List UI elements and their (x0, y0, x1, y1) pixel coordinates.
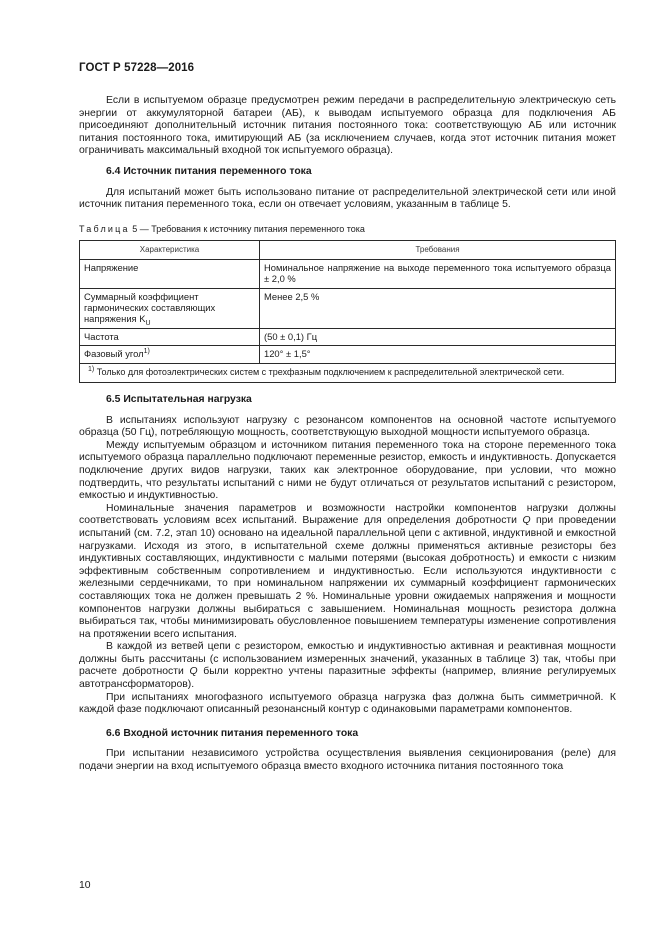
characteristic-text: Суммарный коэффициент гармонических составляющих напряжения K (84, 290, 216, 325)
section-6-5-paragraph-1: В испытаниях используют нагрузку с резонансом компонентов на основной частоте испытуемого образца (50 Гц), потребляющую мощность, соответствующую выходной мощности испытуемого образца. (79, 414, 616, 439)
characteristic-text: Фазовый угол (84, 348, 144, 360)
section-heading-6-6: 6.6 Входной источник питания переменного тока (106, 727, 359, 739)
table-caption-prefix: Таблица (79, 223, 130, 234)
section-6-5-paragraph-3 (79, 503, 616, 642)
section-heading-6-4: 6.4 Источник питания переменного тока (106, 165, 312, 177)
paragraph-text: при проведении испытаний (см. 7.2, этап 10) основано на идеальной параллельной цепи с активной, индуктивной и емкостной нагрузками. Исходя из этого, в испытательной схеме должны применяться активные резисторы без индуктивных составляющих, индуктивности с малыми потерями (высокая добротность) и емкости с низким эффективным собственным сопротивлением и индуктивностью. Если используются индуктивности с железными сердечниками, то при номинальном напряжении их суммарный коэффициент гармонических составляющих тока не должен превышать 2 %. Номинальные уровни ожидаемых напряжения и мощности компонентов нагрузки должны выбираться с завышением. Номинальная мощность резистора должна выбираться так, чтобы минимизировать обусловленное повышением температуры изменение сопротивления на протяжении всего испытания. (79, 515, 616, 640)
footnote-text: Только для фотоэлектрических систем с трехфазным подключением к распределительной электрической сети. (94, 366, 565, 377)
row-characteristic (80, 346, 260, 363)
table-footnote (80, 363, 616, 382)
paragraph-text: были корректно учтены паразитные эффекты (например, влияние регулируемых автотрансформаторов). (79, 666, 616, 691)
row-requirement: 120° ± 1,5° (260, 346, 616, 363)
table-header-row (80, 241, 616, 259)
characteristic-subscript: U (145, 320, 151, 328)
quality-factor-symbol: Q (522, 515, 531, 527)
row-characteristic: Напряжение (80, 259, 260, 288)
paragraph-text: Номинальные значения параметров и возможности настройки компонентов нагрузки должны соответствовать условиям всех испытаний. Выражение для определения добротности (79, 502, 616, 527)
requirements-table (79, 240, 616, 383)
row-requirement: (50 ± 0,1) Гц (260, 328, 616, 345)
column-header-requirements: Требования (260, 241, 616, 259)
row-characteristic: Частота (80, 328, 260, 345)
section-6-6-paragraph: При испытании независимого устройства осуществления выявления секционирования (реле) для подачи энергии на вход испытуемого образца вместо входного источника питания постоянного тока (79, 748, 616, 773)
section-6-5-paragraph-5: При испытаниях многофазного испытуемого образца нагрузка фаз должна быть симметричной. К каждой фазе подключают описанный резонансный контур с одинаковыми параметрами компонентов. (79, 691, 616, 716)
section-6-5-paragraph-2: Между испытуемым образцом и источником питания переменного тока на стороне переменного тока испытуемого образца параллельно подключают переменные резистор, емкость и индуктивность. Допускается подключение других видов нагрузки, таких как электронное оборудование, при условии, что можно подтвердить, что результаты испытаний с ними не будут отличаться от результатов испытаний с резистором, емкостью и индуктивностью. (79, 439, 616, 502)
document-body (79, 95, 616, 774)
footnote-reference: 1) (143, 348, 150, 356)
page-number: 10 (79, 880, 91, 891)
footnote-mark: 1) (88, 365, 95, 373)
row-requirement: Номинальное напряжение на выходе переменного тока испытуемого образца ± 2,0 % (260, 259, 616, 288)
quality-factor-symbol: Q (189, 666, 198, 678)
table-caption-text: 5 — Требования к источнику питания переменного тока (129, 223, 365, 234)
section-6-5-paragraph-4 (79, 641, 616, 691)
paragraph-text: В каждой из ветвей цепи с резистором, емкостью и индуктивностью активная и реактивная мощности должны быть рассчитаны (с использованием измеренных значений, указанных в таблице 3) так, чтобы при расчете добротности (79, 641, 616, 678)
table-footnote-row (80, 363, 616, 382)
section-6-4-paragraph: Для испытаний может быть использовано питание от распределительной электрической сети или иной источник питания переменного тока, если он отвечает условиям, указанным в таблице 5. (79, 186, 616, 211)
intro-paragraph: Если в испытуемом образце предусмотрен режим передачи в распределительную электрическую сеть энергии от аккумуляторной батареи (АБ), к выводам испытуемого образца для подключения АБ присоединяют дополнительный источник питания постоянного тока: соответствующую АБ или источник питания постоянного тока, имитирующий АБ (за исключением случаев, когда этот источник питания может ограничивать максимальный входной ток испытуемого образца). (79, 95, 616, 157)
row-requirement: Менее 2,5 % (260, 288, 616, 328)
document-header: ГОСТ Р 57228—2016 (79, 62, 195, 74)
table-row (80, 328, 616, 345)
table-row (80, 346, 616, 363)
column-header-characteristic: Характеристика (80, 241, 260, 259)
row-characteristic (80, 288, 260, 328)
table-row (80, 259, 616, 288)
table-caption (79, 223, 616, 236)
section-heading-6-5: 6.5 Испытательная нагрузка (106, 394, 252, 405)
table-row (80, 288, 616, 328)
